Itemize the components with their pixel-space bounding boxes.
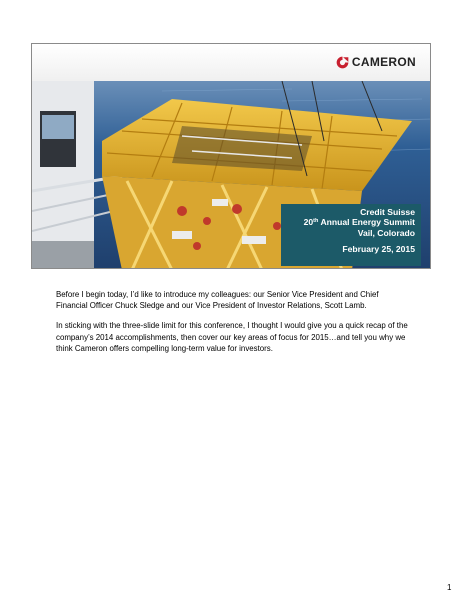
notes-paragraph-1: Before I begin today, I’d like to introduce my colleagues: our Senior Vice President and Chief Financial Officer Chuck Sledge and our Vice President of Investor Relations, Scott Lamb. — [56, 290, 379, 311]
event-location: Vail, Colorado — [357, 227, 415, 238]
event-name — [287, 217, 415, 227]
event-info-box — [281, 204, 421, 266]
event-ordinal-suffix: th — [313, 218, 319, 225]
brand-name: CAMERON — [351, 55, 416, 69]
slide-thumbnail — [31, 43, 431, 269]
slide-header — [32, 44, 430, 81]
speaker-notes — [56, 289, 408, 363]
event-ordinal: 20 — [303, 217, 314, 228]
event-date: February 25, 2015 — [342, 244, 415, 255]
event-host: Credit Suisse — [360, 207, 415, 217]
event-title: Annual Energy Summit — [318, 217, 415, 228]
cameron-logo-icon — [336, 56, 349, 69]
page-number: 1 — [447, 583, 452, 592]
cameron-logo — [336, 55, 416, 69]
notes-paragraph-2: In sticking with the three-slide limit for this conference, I thought I would give you a quick recap of the company’s 2014 accomplishments, then cover our key areas of focus for 2015…and tell you why we think Cameron offers compelling long-term value for investors. — [56, 321, 408, 353]
